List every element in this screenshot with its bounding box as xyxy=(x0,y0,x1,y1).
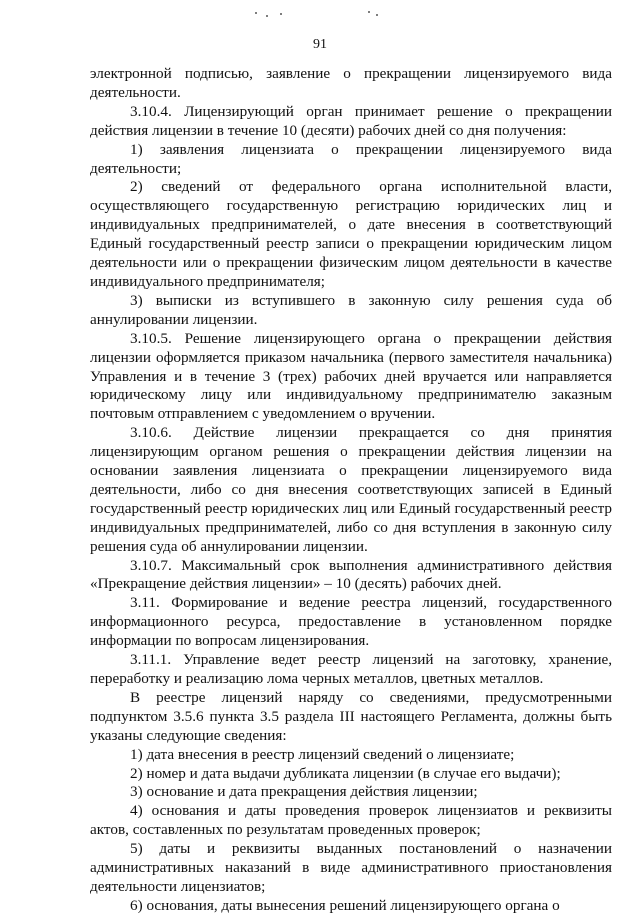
scan-speck xyxy=(255,12,257,14)
paragraph: 3.10.4. Лицензирующий орган принимает решение о прекращении действия лицензии в течение 10 (десяти) рабочих дней со дня получения: xyxy=(90,102,612,139)
list-item: 2) сведений от федерального органа исполнительной власти, осуществляющего государственную регистрацию юридических лиц и индивидуальных предпринимателей, о дате внесения в соответствующий Единый государственный реестр записи о прекращении юридическим лицом деятельности или о прекращении физическим лицом деятельности в качестве индивидуального предпринимателя; xyxy=(90,178,612,290)
section-heading: 3.11. Формирование и ведение реестра лицензий, государственного информационного ресурса, предоставление в установленном порядке информации по вопросам лицензирования. xyxy=(90,594,612,650)
paragraph: 3.10.5. Решение лицензирующего органа о прекращении действия лицензии оформляется приказом начальника (первого заместителя начальника) Управления и в течение 3 (трех) рабочих дней вручается или направляется юридическому лицу или индивидуальному предпринимателю заказным почтовым отправлением с уведомлением о вручении. xyxy=(90,329,612,423)
list-item: 5) даты и реквизиты выданных постановлений о назначении административных наказаний в виде административного приостановления деятельности лицензиатов; xyxy=(90,840,612,895)
paragraph: 3.10.6. Действие лицензии прекращается со дня принятия лицензирующим органом решения о прекращении действия лицензии на основании заявления лицензиата о прекращении лицензируемого вида деятельности, либо со дня внесения соответствующих записей в Единый государственный реестр юридических лиц или Единый государственный реестр индивидуальных предпринимателей, либо со дня вступления в законную силу решения суда об аннулировании лицензии. xyxy=(90,424,612,555)
paragraph: 3.11.1. Управление ведет реестр лицензий на заготовку, хранение, переработку и реализацию лома черных металлов, цветных металлов. xyxy=(90,651,612,687)
list-item: 4) основания и даты проведения проверок лицензиатов и реквизиты актов, составленных по результатам проведенных проверок; xyxy=(90,802,612,839)
scan-speck xyxy=(376,14,378,16)
list-item: 3) основание и дата прекращения действия лицензии; xyxy=(130,783,478,801)
paragraph: электронной подписью, заявление о прекращении лицензируемого вида деятельности. xyxy=(90,65,612,101)
list-item: 1) дата внесения в реестр лицензий сведений о лицензиате; xyxy=(130,745,515,763)
list-item: 1) заявления лицензиата о прекращении лицензируемого вида деятельности; xyxy=(90,140,612,177)
paragraph: В реестре лицензий наряду со сведениями, предусмотренными подпунктом 3.5.6 пункта 3.5 раздела III настоящего Регламента, должны быть указаны следующие сведения: xyxy=(90,688,612,744)
scan-speck xyxy=(368,11,370,13)
list-item: 3) выписки из вступившего в законную силу решения суда об аннулировании лицензии. xyxy=(90,291,612,328)
page-number: 91 xyxy=(313,37,327,52)
list-item: 6) основания, даты вынесения решений лицензирующего органа о xyxy=(130,896,560,914)
scan-speck xyxy=(266,15,268,17)
list-item: 2) номер и дата выдачи дубликата лицензии (в случае его выдачи); xyxy=(130,764,561,782)
paragraph: 3.10.7. Максимальный срок выполнения административного действия «Прекращение действия лицензии» – 10 (десять) рабочих дней. xyxy=(90,556,612,593)
document-body xyxy=(90,65,612,916)
scan-speck xyxy=(280,13,282,15)
